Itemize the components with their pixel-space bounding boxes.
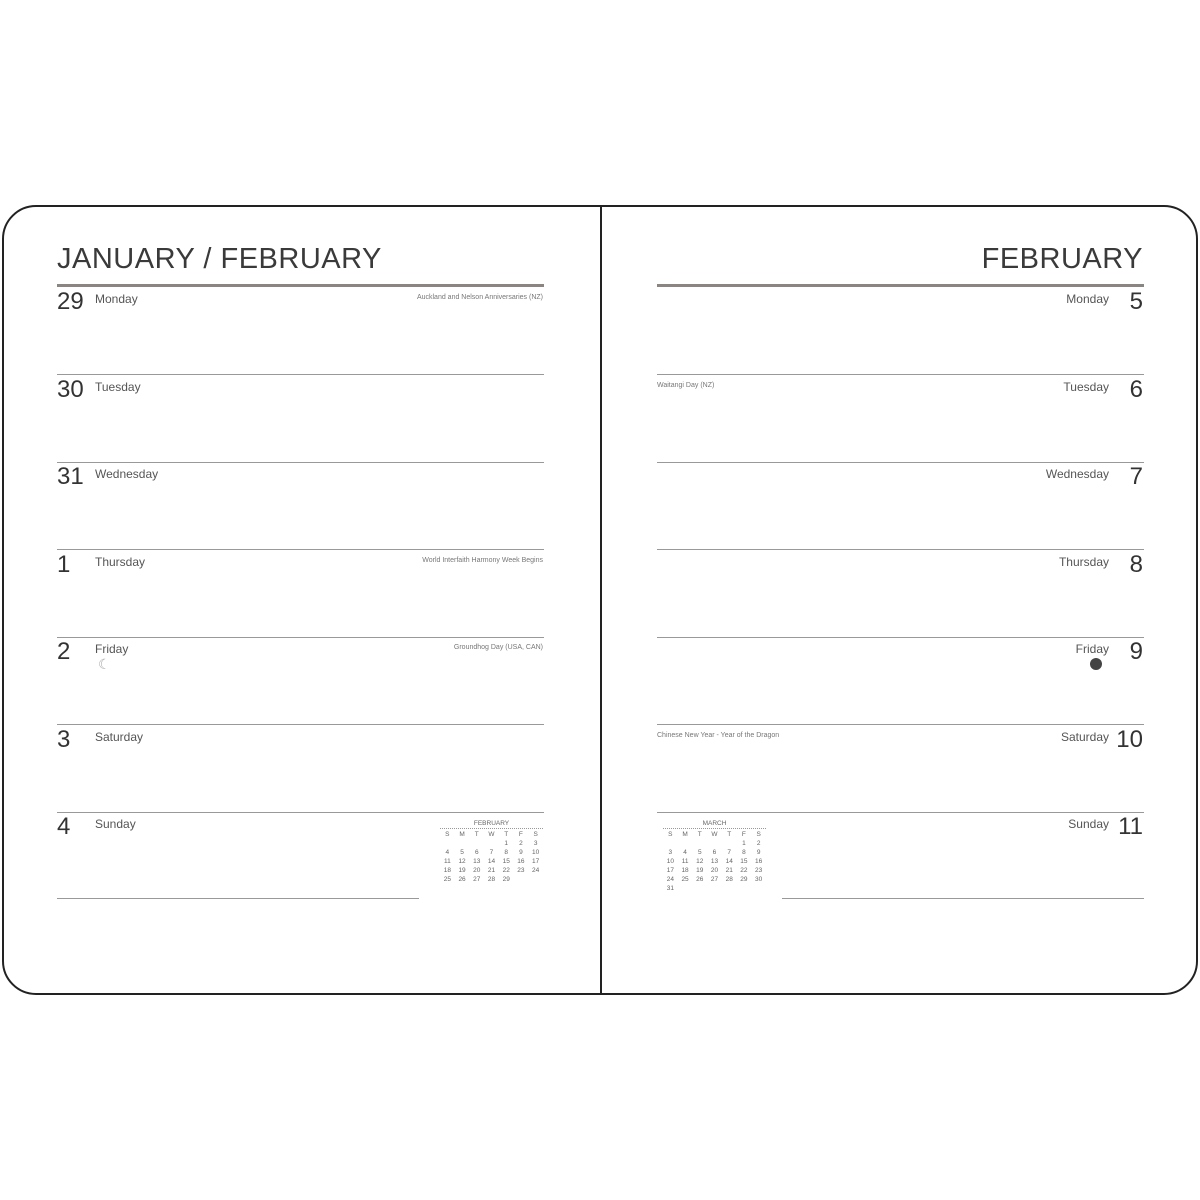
date-cell: 17 [666,867,674,874]
weekday-header: M [682,831,688,838]
weekday-header: T [727,831,732,838]
date-cell [455,840,470,847]
date-cell: 12 [458,858,466,865]
right-page-title: FEBRUARY [981,243,1143,275]
date-cell: 26 [696,876,704,883]
weekday-header: S [668,831,673,838]
date-cell: 22 [740,867,748,874]
mini-calendar-february [440,820,543,883]
mini-calendar-month: FEBRUARY [440,820,543,829]
date-cell: 27 [473,876,481,883]
left-page-title: JANUARY / FEBRUARY [57,243,382,275]
date-cell: 15 [502,858,510,865]
day-divider [657,637,1144,638]
weekday-header: T [474,831,479,838]
date-cell: 4 [445,849,450,856]
date-cell: 24 [532,867,540,874]
date-cell [722,840,737,847]
date-cell [707,840,722,847]
weekday-header: S [756,831,761,838]
date-cell: 19 [458,867,466,874]
day-number: 9 [1129,638,1143,665]
date-cell: 7 [489,849,494,856]
day-divider [57,374,544,375]
date-cell: 14 [725,858,733,865]
day-number: 4 [57,813,71,840]
date-cell: 3 [668,849,673,856]
date-cell: 31 [666,885,674,892]
day-number: 31 [57,463,84,490]
weekday-header: W [488,831,495,838]
date-cell: 21 [725,867,733,874]
left-title-rule [57,284,544,287]
date-cell: 28 [725,876,733,883]
day-number: 30 [57,375,84,403]
date-cell: 2 [519,840,523,847]
date-cell: 12 [696,858,704,865]
date-cell [484,840,499,847]
day-name: Tuesday [1063,379,1109,394]
date-cell: 10 [666,858,674,865]
day-name: Thursday [95,554,146,569]
date-cell: 21 [487,867,496,874]
weekday-header: M [459,831,465,838]
date-cell: 8 [742,849,746,856]
date-cell: 3 [533,840,538,847]
date-cell: 6 [712,849,717,856]
date-cell: 19 [696,867,704,874]
date-cell: 26 [458,876,466,883]
day-number: 1 [57,550,71,578]
day-name: Monday [1066,292,1109,306]
day-name: Tuesday [95,379,141,394]
date-cell: 16 [755,858,763,865]
date-cell [440,840,455,847]
weekday-header: S [445,831,450,838]
date-cell: 11 [681,858,689,865]
date-cell: 20 [710,867,719,874]
date-cell: 18 [443,867,451,874]
day-number: 5 [1129,288,1143,315]
day-name: Sunday [1068,817,1109,831]
date-cell: 4 [683,849,687,856]
day-divider [657,462,1144,463]
date-cell: 11 [443,858,451,865]
date-cell: 29 [740,876,748,883]
date-cell: 17 [532,858,540,865]
day-divider [782,898,1144,899]
date-cell: 7 [727,849,732,856]
date-cell: 1 [742,840,746,847]
day-name: Wednesday [95,467,159,481]
date-cell: 23 [755,867,763,874]
date-cell: 6 [474,849,479,856]
date-cell: 13 [710,858,719,865]
date-cell [678,840,693,847]
date-cell: 29 [502,876,510,883]
day-name: Saturday [95,729,144,744]
mini-calendar-month: MARCH [663,820,766,829]
date-cell: 28 [487,876,496,883]
day-divider [657,374,1144,375]
date-cell: 5 [697,849,702,856]
date-cell: 1 [504,840,509,847]
date-cell [663,840,678,847]
date-cell: 14 [487,858,496,865]
date-cell: 23 [517,867,525,874]
day-number: 10 [1116,725,1143,753]
day-divider [657,549,1144,550]
day-divider [57,724,544,725]
day-divider [657,812,1144,813]
mini-calendar-march [663,820,766,892]
event-label: Groundhog Day (USA, CAN) [453,644,543,651]
right-title-rule [657,284,1144,287]
day-divider [57,637,544,638]
day-number: 8 [1129,550,1143,578]
day-number: 7 [1129,463,1143,490]
weekday-header: T [697,831,702,838]
event-label: World Interfaith Harmony Week Begins [422,556,543,564]
day-number: 11 [1118,813,1143,840]
date-cell: 30 [755,876,763,883]
date-cell: 15 [740,858,748,865]
date-cell: 9 [519,849,523,856]
date-cell [469,840,484,847]
day-number: 3 [57,725,71,753]
event-label: Chinese New Year - Year of the Dragon [657,731,780,739]
day-name: Monday [95,292,138,306]
event-label: Auckland and Nelson Anniversaries (NZ) [416,294,543,301]
day-name: Saturday [1060,729,1109,744]
date-cell: 25 [681,876,689,883]
day-name: Sunday [95,817,136,831]
day-divider [57,549,544,550]
day-divider [57,898,419,899]
date-cell: 18 [681,867,689,874]
date-cell: 25 [443,876,451,883]
date-cell: 2 [756,840,761,847]
date-cell: 27 [710,876,719,883]
date-cell: 22 [502,867,510,874]
date-cell: 13 [473,858,481,865]
date-cell: 24 [666,876,674,883]
day-name: Thursday [1058,554,1109,569]
day-name: Friday [1075,642,1109,656]
weekday-header: F [518,831,523,838]
date-cell: 8 [504,849,509,856]
date-cell: 20 [473,867,481,874]
date-cell [692,840,707,847]
day-number: 29 [57,288,84,315]
day-divider [657,724,1144,725]
day-name: Friday [95,642,129,656]
date-cell: 10 [532,849,540,856]
date-cell: 16 [517,858,525,865]
first-quarter-moon-icon: ☾ [98,656,111,672]
day-name: Wednesday [1045,467,1109,481]
day-divider [57,462,544,463]
new-moon-icon [1090,658,1102,670]
weekday-header: F [741,831,746,838]
date-cell: 5 [460,849,464,856]
day-number: 2 [57,638,71,665]
event-label: Waitangi Day (NZ) [657,381,715,389]
weekday-header: S [533,831,538,838]
day-divider [57,812,544,813]
date-cell: 9 [756,849,761,856]
day-number: 6 [1129,375,1143,403]
spine [600,207,602,995]
weekday-header: T [504,831,509,838]
weekday-header: W [711,831,718,838]
